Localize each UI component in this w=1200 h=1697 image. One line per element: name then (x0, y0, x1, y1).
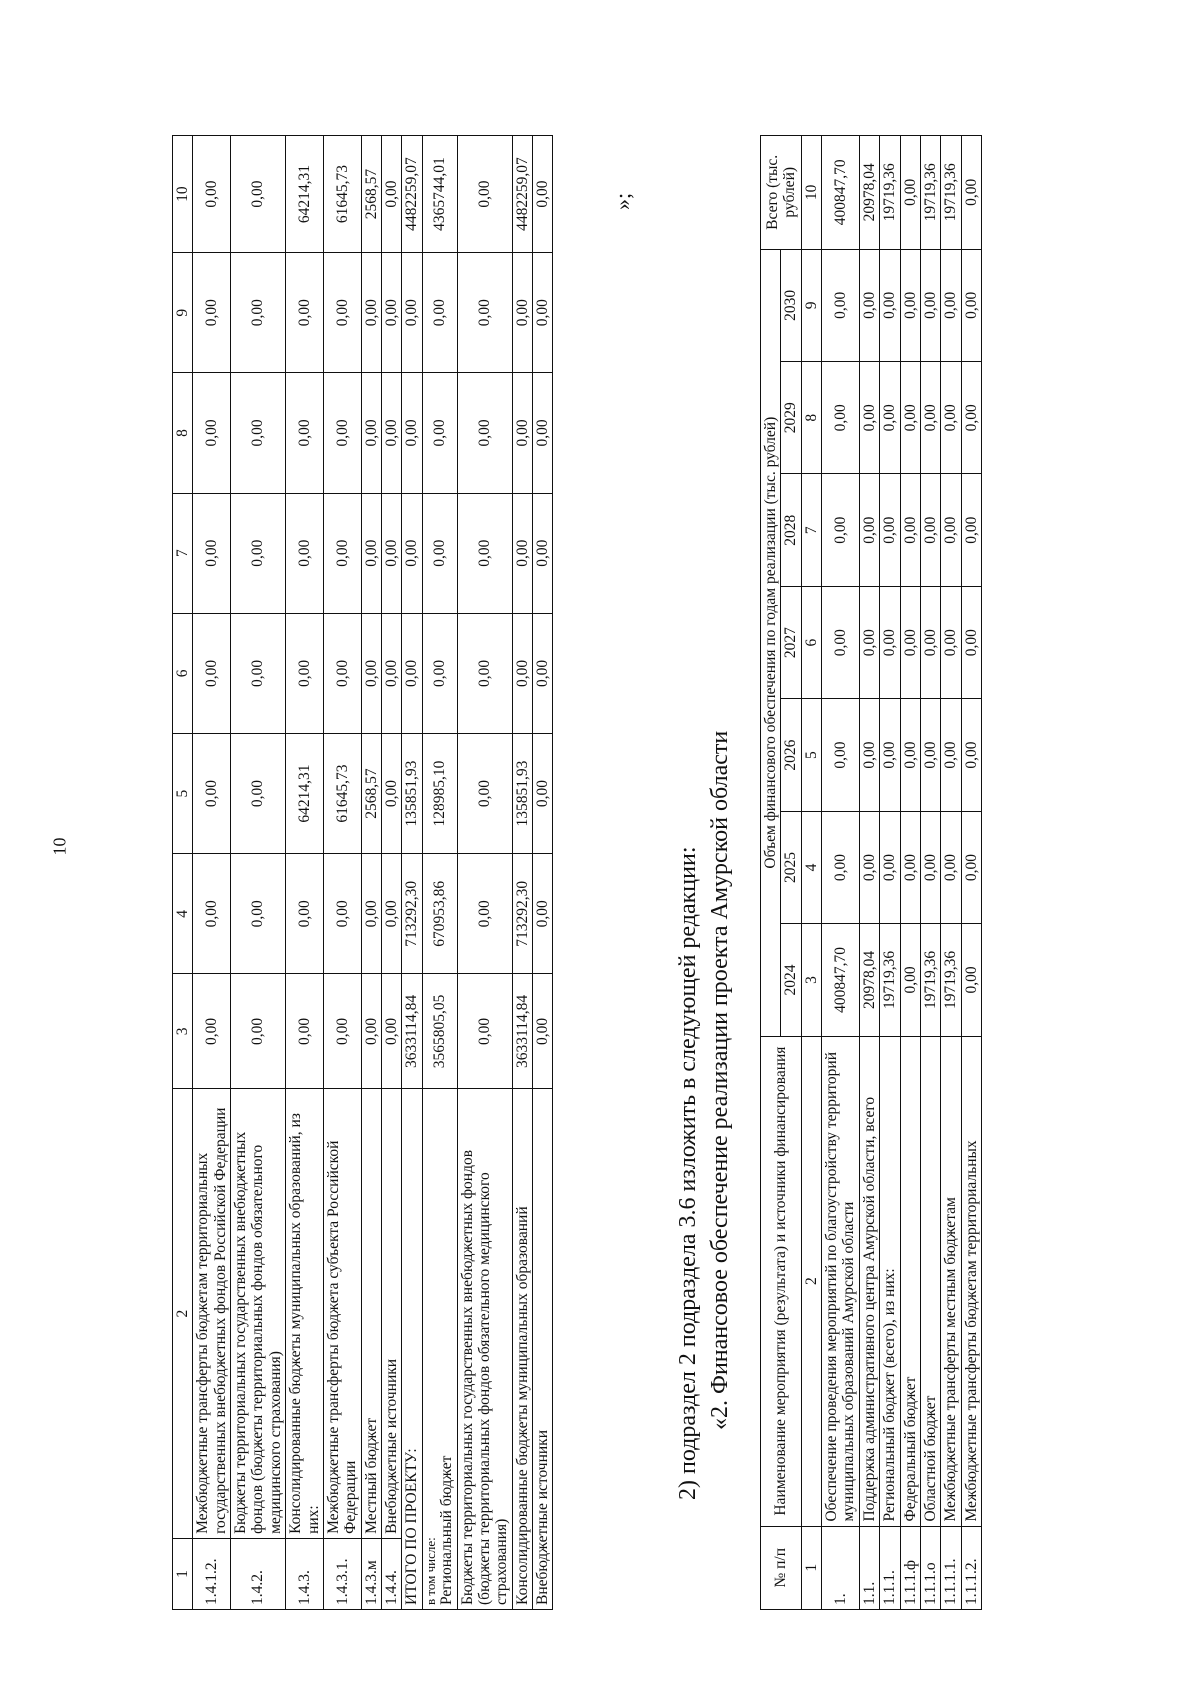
column-number: 2 (801, 1036, 821, 1526)
row-value: 0,00 (361, 974, 381, 1089)
funding-table-new (760, 135, 982, 1610)
row-value: 0,00 (457, 493, 512, 613)
row-value: 0,00 (231, 373, 286, 493)
row-value: 0,00 (286, 253, 324, 373)
table-row (961, 136, 981, 1610)
total-value: 4482259,07 (402, 136, 422, 253)
row-value: 0,00 (193, 854, 231, 974)
year-header: 2024 (781, 924, 801, 1036)
row-value: 0,00 (880, 474, 900, 586)
row-name: Межбюджетные трансферты бюджетам территориальных (961, 1036, 981, 1526)
total-value: 0,00 (402, 253, 422, 373)
row-value: 0,00 (422, 613, 457, 733)
row-value: 0,00 (941, 362, 961, 474)
row-code: 1.1.1.ф (900, 1526, 920, 1609)
row-value: 0,00 (961, 811, 981, 923)
row-value: 0,00 (457, 253, 512, 373)
row-value: 0,00 (859, 474, 879, 586)
row-name: Межбюджетные трансферты бюджетам территориальных государственных внебюджетных фондов Российской Федерации (193, 1089, 231, 1539)
year-header: 2027 (781, 586, 801, 698)
row-value: 0,00 (533, 733, 553, 853)
row-value: 20978,04 (859, 924, 879, 1036)
table-row (941, 136, 961, 1610)
row-name: Внебюджетные источники (381, 1089, 401, 1539)
row-code: 1.4.3.1. (323, 1538, 361, 1609)
row-value: 0,00 (323, 253, 361, 373)
table-row (231, 136, 286, 1610)
row-value: 0,00 (859, 586, 879, 698)
table-row (457, 136, 512, 1610)
row-value: 0,00 (900, 474, 920, 586)
table-row (422, 136, 457, 1610)
row-value: 0,00 (231, 613, 286, 733)
row-value: 0,00 (381, 613, 401, 733)
row-value: 0,00 (822, 586, 860, 698)
year-header: 2026 (781, 699, 801, 811)
column-number: 5 (173, 733, 193, 853)
row-value: 0,00 (900, 811, 920, 923)
row-value: 0,00 (900, 136, 920, 250)
row-value: 0,00 (961, 586, 981, 698)
closing-quote-mark: »; (610, 192, 635, 210)
row-value: 0,00 (361, 854, 381, 974)
row-value: 0,00 (533, 613, 553, 733)
row-name: Обеспечение проведения мероприятий по благоустройству территорий муниципальных образований Амурской области (822, 1036, 860, 1526)
row-value: 0,00 (880, 811, 900, 923)
row-value: 0,00 (961, 249, 981, 361)
row-value: 0,00 (361, 373, 381, 493)
row-name: Бюджеты территориальных государственных внебюджетных фондов (бюджеты территориальных фондов обязательного медицинского страхования) (458, 1149, 511, 1605)
row-value: 0,00 (193, 613, 231, 733)
row-value: 0,00 (381, 974, 401, 1089)
row-value: 0,00 (961, 699, 981, 811)
row-value: 0,00 (920, 586, 940, 698)
row-value: 0,00 (231, 493, 286, 613)
row-value: 0,00 (323, 613, 361, 733)
row-value: 0,00 (381, 136, 401, 253)
row-value: 0,00 (941, 586, 961, 698)
row-value: 0,00 (457, 373, 512, 493)
column-number: 6 (173, 613, 193, 733)
table-row (880, 136, 900, 1610)
column-number: 2 (173, 1089, 193, 1539)
row-value: 0,00 (193, 253, 231, 373)
row-name-cell (512, 1089, 532, 1610)
row-name-cell (457, 1089, 512, 1610)
total-label: ИТОГО ПО ПРОЕКТУ: (402, 1089, 422, 1610)
row-value: 19719,36 (880, 136, 900, 250)
row-value: 135851,93 (512, 733, 532, 853)
row-value: 0,00 (920, 474, 940, 586)
column-number: 6 (801, 586, 821, 698)
row-value: 0,00 (920, 811, 940, 923)
row-value: 0,00 (512, 493, 532, 613)
row-value: 0,00 (381, 493, 401, 613)
instruction-heading: 2) подраздел 2 подраздела 3.6 изложить в следующей редакции: (675, 846, 701, 1500)
row-value: 0,00 (323, 373, 361, 493)
row-value: 0,00 (900, 249, 920, 361)
column-number: 9 (173, 253, 193, 373)
row-value: 19719,36 (941, 924, 961, 1036)
row-code: 1.4.3. (286, 1538, 324, 1609)
row-value: 0,00 (900, 699, 920, 811)
table-row (900, 136, 920, 1610)
row-value: 0,00 (361, 613, 381, 733)
table-row (361, 136, 381, 1610)
row-value: 0,00 (533, 253, 553, 373)
row-value: 0,00 (920, 362, 940, 474)
row-name-cell (533, 1089, 553, 1610)
row-value: 0,00 (323, 493, 361, 613)
row-value: 3565805,05 (422, 974, 457, 1089)
row-code: 1.4.1.2. (193, 1538, 231, 1609)
row-value: 400847,70 (822, 924, 860, 1036)
row-name: Федеральный бюджет (900, 1036, 920, 1526)
row-value: 0,00 (900, 924, 920, 1036)
row-value: 61645,73 (323, 733, 361, 853)
row-value: 0,00 (422, 253, 457, 373)
row-value: 0,00 (193, 974, 231, 1089)
column-number: 5 (801, 699, 821, 811)
table-row (286, 136, 324, 1610)
row-value: 0,00 (323, 854, 361, 974)
table-row (920, 136, 940, 1610)
row-value: 0,00 (900, 586, 920, 698)
row-value: 0,00 (193, 136, 231, 253)
table-row (859, 136, 879, 1610)
year-header: 2029 (781, 362, 801, 474)
row-value: 0,00 (859, 362, 879, 474)
column-number: 10 (801, 136, 821, 250)
row-value: 61645,73 (323, 136, 361, 253)
row-value: 2568,57 (361, 733, 381, 853)
total-value: 135851,93 (402, 733, 422, 853)
row-value: 0,00 (193, 733, 231, 853)
table-row (822, 136, 860, 1610)
row-value: 0,00 (822, 811, 860, 923)
row-value: 0,00 (880, 249, 900, 361)
year-header: 2030 (781, 249, 801, 361)
column-number: 4 (173, 854, 193, 974)
row-value: 64214,31 (286, 733, 324, 853)
row-name: Региональный бюджет (всего), из них: (880, 1036, 900, 1526)
row-value: 0,00 (457, 136, 512, 253)
row-value: 0,00 (381, 253, 401, 373)
row-value: 0,00 (822, 699, 860, 811)
column-numbers-row (801, 136, 821, 1610)
row-value: 0,00 (286, 613, 324, 733)
row-value: 0,00 (961, 362, 981, 474)
row-value: 0,00 (512, 613, 532, 733)
table-row (323, 136, 361, 1610)
table-row (533, 136, 553, 1610)
column-number: 4 (801, 811, 821, 923)
row-value: 0,00 (941, 249, 961, 361)
row-prefix: в том числе: (422, 1537, 438, 1605)
row-value: 0,00 (961, 136, 981, 250)
row-value: 0,00 (533, 493, 553, 613)
row-code: 1.1.1. (880, 1526, 900, 1609)
row-code: 1.4.2. (231, 1538, 286, 1609)
row-value: 0,00 (323, 974, 361, 1089)
row-value: 0,00 (533, 854, 553, 974)
column-number: 10 (173, 136, 193, 253)
row-value: 0,00 (457, 854, 512, 974)
total-value: 713292,30 (402, 854, 422, 974)
header-total: Всего (тыс. рублей) (761, 136, 802, 250)
row-value: 0,00 (457, 974, 512, 1089)
row-value: 0,00 (941, 474, 961, 586)
table-row (512, 136, 532, 1610)
row-value: 0,00 (457, 733, 512, 853)
row-value: 0,00 (512, 253, 532, 373)
row-value: 0,00 (193, 373, 231, 493)
row-name: Консолидированные бюджеты муниципальных образований, из них: (286, 1089, 324, 1539)
column-number: 8 (173, 373, 193, 493)
row-value: 0,00 (231, 854, 286, 974)
year-header: 2028 (781, 474, 801, 586)
row-value: 400847,70 (822, 136, 860, 250)
row-value: 128985,10 (422, 733, 457, 853)
row-value: 0,00 (533, 136, 553, 253)
row-value: 0,00 (880, 362, 900, 474)
column-number: 8 (801, 362, 821, 474)
row-name: Межбюджетные трансферты местным бюджетам (941, 1036, 961, 1526)
row-value: 0,00 (859, 811, 879, 923)
row-value: 0,00 (361, 253, 381, 373)
table-row (193, 136, 231, 1610)
row-value: 0,00 (900, 362, 920, 474)
row-name: Поддержка административного центра Амурской области, всего (859, 1036, 879, 1526)
row-value: 19719,36 (920, 136, 940, 250)
row-value: 19719,36 (941, 136, 961, 250)
row-value: 0,00 (193, 493, 231, 613)
row-value: 0,00 (422, 493, 457, 613)
column-number: 7 (801, 474, 821, 586)
row-value: 0,00 (533, 974, 553, 1089)
row-name: Областной бюджет (920, 1036, 940, 1526)
row-value: 4365744,01 (422, 136, 457, 253)
column-number: 1 (173, 1538, 193, 1609)
row-value: 0,00 (286, 493, 324, 613)
row-value: 0,00 (920, 699, 940, 811)
row-value: 0,00 (381, 854, 401, 974)
row-value: 0,00 (231, 733, 286, 853)
table-header-row (761, 136, 781, 1610)
row-code: 1.4.4. (381, 1538, 401, 1609)
row-code: 1. (822, 1526, 860, 1609)
column-number: 1 (801, 1526, 821, 1609)
header-name: Наименование мероприятия (результата) и источники финансирования (761, 1036, 802, 1526)
row-value: 670953,86 (422, 854, 457, 974)
row-value: 64214,31 (286, 136, 324, 253)
row-value: 0,00 (961, 474, 981, 586)
total-value: 0,00 (402, 373, 422, 493)
row-value: 0,00 (457, 613, 512, 733)
row-value: 0,00 (286, 974, 324, 1089)
row-name-cell (422, 1089, 457, 1610)
row-value: 0,00 (941, 699, 961, 811)
row-value: 0,00 (941, 811, 961, 923)
row-code: 1.4.3.м (361, 1538, 381, 1609)
row-name: Местный бюджет (361, 1089, 381, 1539)
row-value: 19719,36 (880, 924, 900, 1036)
row-value: 0,00 (859, 699, 879, 811)
row-value: 20978,04 (859, 136, 879, 250)
funding-table-continued (172, 135, 553, 1610)
row-name: Региональный бюджет (438, 1455, 456, 1605)
row-value: 0,00 (920, 249, 940, 361)
row-value: 0,00 (880, 586, 900, 698)
row-value: 0,00 (880, 699, 900, 811)
row-value: 2568,57 (361, 136, 381, 253)
row-value: 0,00 (533, 373, 553, 493)
row-value: 0,00 (961, 924, 981, 1036)
row-code: 1.1. (859, 1526, 879, 1609)
row-value: 0,00 (822, 249, 860, 361)
column-number: 7 (173, 493, 193, 613)
total-value: 0,00 (402, 613, 422, 733)
total-value: 0,00 (402, 493, 422, 613)
header-number: № п/п (761, 1526, 802, 1609)
row-value: 0,00 (381, 373, 401, 493)
column-number: 3 (801, 924, 821, 1036)
row-name: Бюджеты территориальных государственных внебюджетных фондов (бюджеты территориальных фондов обязательного медицинского страхования) (231, 1089, 286, 1539)
row-code: 1.1.1.2. (961, 1526, 981, 1609)
row-value: 0,00 (512, 373, 532, 493)
row-value: 0,00 (286, 373, 324, 493)
row-value: 0,00 (231, 974, 286, 1089)
row-value: 0,00 (286, 854, 324, 974)
row-value: 0,00 (361, 493, 381, 613)
column-number: 3 (173, 974, 193, 1089)
row-code: 1.1.1.1. (941, 1526, 961, 1609)
row-value: 0,00 (231, 253, 286, 373)
row-value: 0,00 (859, 249, 879, 361)
total-value: 3633114,84 (402, 974, 422, 1089)
row-name: Межбюджетные трансферты бюджета субъекта Российской Федерации (323, 1089, 361, 1539)
row-name: Внебюджетные источники (534, 1429, 552, 1605)
column-number: 9 (801, 249, 821, 361)
page-number: 10 (49, 837, 70, 856)
row-value: 0,00 (822, 362, 860, 474)
row-value: 713292,30 (512, 854, 532, 974)
row-value: 3633114,84 (512, 974, 532, 1089)
row-code: 1.1.1.о (920, 1526, 940, 1609)
row-value: 0,00 (822, 474, 860, 586)
row-name: Консолидированные бюджеты муниципальных образований (513, 1206, 531, 1605)
row-value: 0,00 (381, 733, 401, 853)
row-value: 0,00 (422, 373, 457, 493)
row-value: 19719,36 (920, 924, 940, 1036)
year-header: 2025 (781, 811, 801, 923)
table-row (381, 136, 401, 1610)
header-year-group: Объем финансового обеспечения по годам реализации (тыс. рублей) (761, 249, 781, 1036)
row-value: 0,00 (231, 136, 286, 253)
row-value: 4482259,07 (512, 136, 532, 253)
section-title: «2. Финансовое обеспечение реализации проекта Амурской области (707, 730, 733, 1430)
table-header-row (173, 136, 193, 1610)
total-row (402, 136, 422, 1610)
rotated-page-content (110, 110, 1150, 1610)
